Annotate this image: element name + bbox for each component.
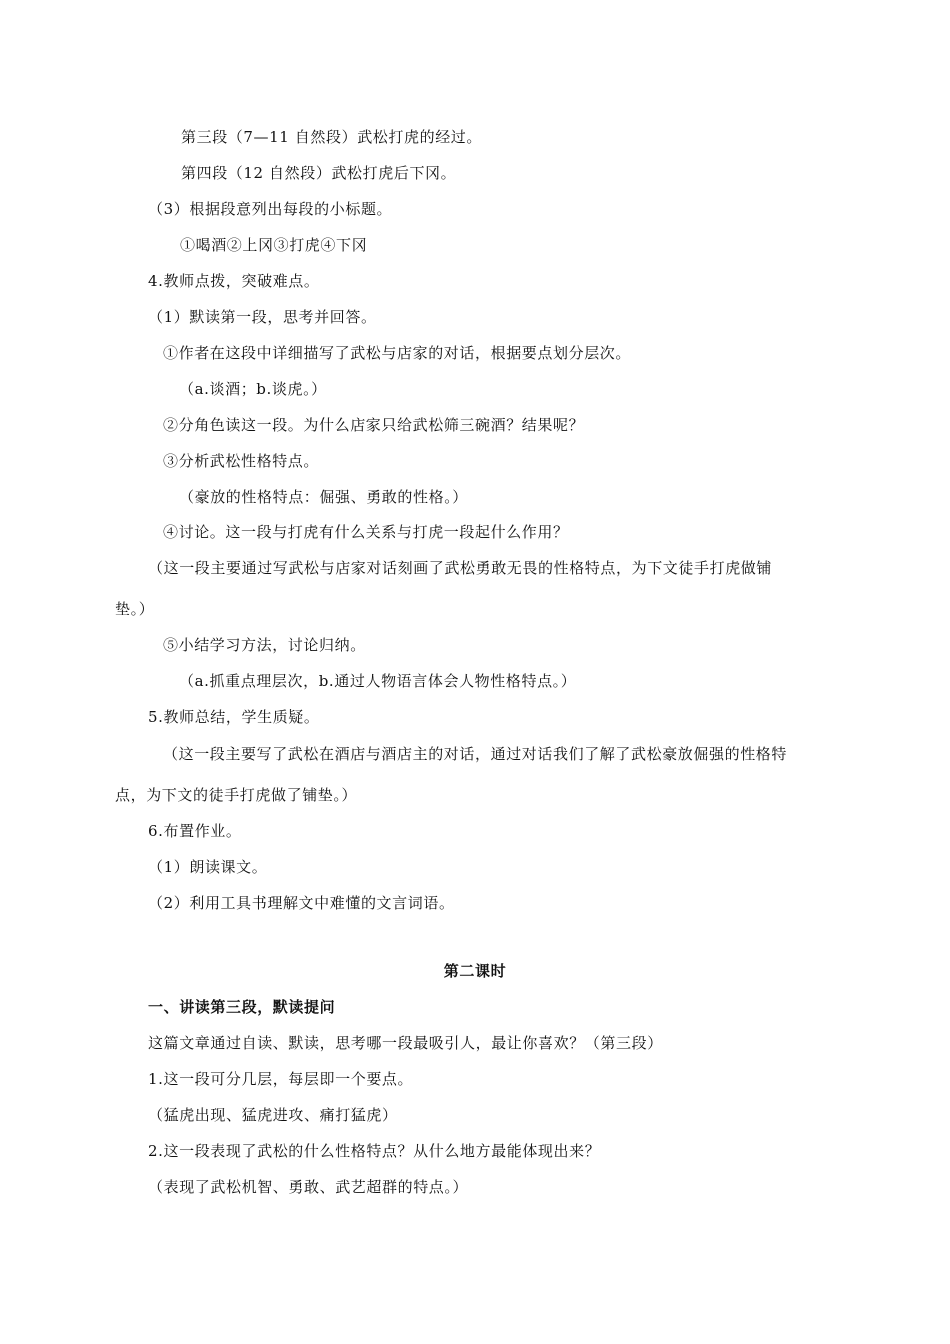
text-line: （豪放的性格特点：倔强、勇敢的性格。） xyxy=(179,488,468,506)
text-line: ①作者在这段中详细描写了武松与店家的对话，根据要点划分层次。 xyxy=(163,344,632,362)
text-line: （1）默读第一段，思考并回答。 xyxy=(148,308,377,326)
text-line: （这一段主要写了武松在酒店与酒店主的对话，通过对话我们了解了武松豪放倔强的性格特 xyxy=(163,745,788,763)
text-line: 第三段（7—11 自然段）武松打虎的经过。 xyxy=(181,128,482,146)
text-line: （a.谈酒；b.谈虎。） xyxy=(179,380,327,398)
text-line: 点，为下文的徒手打虎做了铺垫。） xyxy=(115,786,358,804)
text-line: （a.抓重点理层次，b.通过人物语言体会人物性格特点。） xyxy=(179,672,577,690)
text-line: ②分角色读这一段。为什么店家只给武松筛三碗酒？结果呢？ xyxy=(163,416,585,434)
text-line: （2）利用工具书理解文中难懂的文言词语。 xyxy=(148,894,455,912)
text-line: 1.这一段可分几层，每层即一个要点。 xyxy=(148,1070,414,1088)
text-line: 4.教师点拨，突破难点。 xyxy=(148,272,320,290)
text-line: （1）朗读课文。 xyxy=(148,858,268,876)
text-line: （3）根据段意列出每段的小标题。 xyxy=(148,200,393,218)
text-line: ③分析武松性格特点。 xyxy=(163,452,320,470)
text-line: （猛虎出现、猛虎进攻、痛打猛虎） xyxy=(148,1106,398,1124)
text-line: ⑤小结学习方法，讨论归纳。 xyxy=(163,636,366,654)
section-heading: 一、讲读第三段，默读提问 xyxy=(148,998,336,1016)
text-line: 5.教师总结，学生质疑。 xyxy=(148,708,320,726)
text-line: 这篇文章通过自读、默读，思考哪一段最吸引人，最让你喜欢？（第三段） xyxy=(148,1034,663,1052)
text-line: 6.布置作业。 xyxy=(148,822,242,840)
text-line: 垫。） xyxy=(115,600,155,618)
text-line: 第四段（12 自然段）武松打虎后下冈。 xyxy=(181,164,457,182)
text-line: ④讨论。这一段与打虎有什么关系与打虎一段起什么作用？ xyxy=(163,523,569,541)
text-line: （这一段主要通过写武松与店家对话刻画了武松勇敢无畏的性格特点，为下文徒手打虎做铺 xyxy=(148,559,773,577)
text-line: （表现了武松机智、勇敢、武艺超群的特点。） xyxy=(148,1178,469,1196)
text-line: ①喝酒②上冈③打虎④下冈 xyxy=(180,236,368,254)
text-line: 2.这一段表现了武松的什么性格特点？从什么地方最能体现出来？ xyxy=(148,1142,601,1160)
section-title: 第二课时 xyxy=(443,962,507,980)
